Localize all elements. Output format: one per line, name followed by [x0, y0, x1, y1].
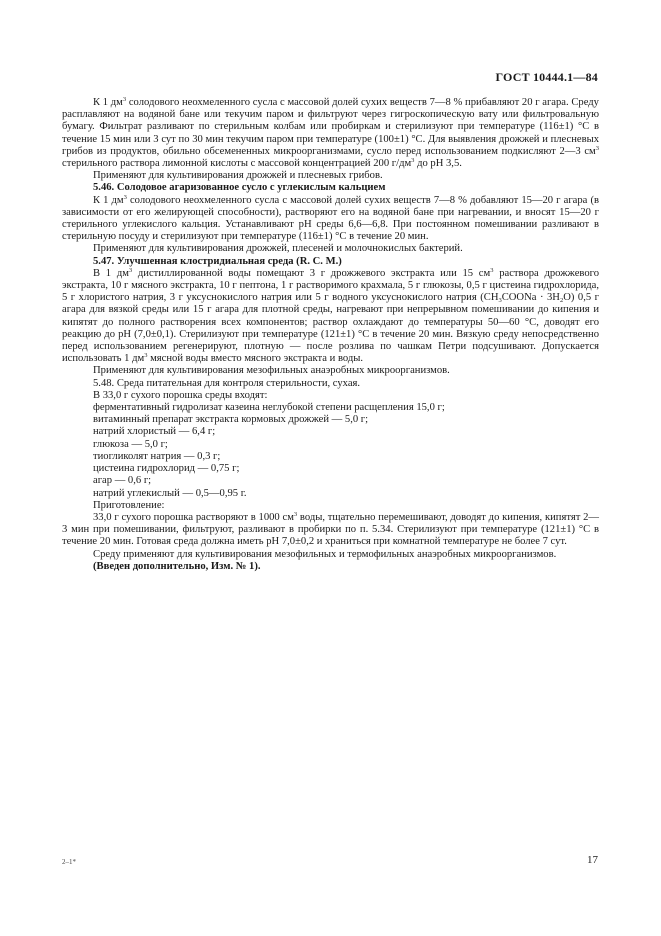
- list-item: натрий хлористый — 6,4 г;: [93, 426, 216, 438]
- paragraph-preparation-label: Приготовление:: [93, 499, 165, 511]
- paragraph-malt-wort-agar: К 1 $дм^3$ солодового неохмеленного сусла с массовой долей сухих веществ 7—8 % прибавляют 20 г агара. Среду расплавляют на водяной бане или текучим паром и фильтруют через гигроскопическую вату или фильтровальную бумагу. Фильтрат разливают по стерильным колбам или пробиркам и стерилизуют при температуре (116±1) °С в течение 15 мин или 3 сут по 30 мин текучим паром при температуре (100±1) °С. Для выявления дрожжей и плесневых грибов из продуктов, обильно обсемененных микроорганизмами, сусло перед использованием подкисляют 2—3 $см^3$ стерильного раствора лимонной кислоты с массовой концентрацией 200 $г/дм^3$ до рН 3,5.: [62, 96, 599, 170]
- paragraph-clostridial-medium: В 1 $дм^3$ дистиллированной воды помещают 3 г дрожжевого экстракта или 15 $см^3$ раствора дрожжевого экстракта, 10 г мясного экстракта, 10 г пептона, 1 г растворимого крахмала, 5 г глюкозы, 0,5 г цистеина гидрохлорида, 5 г хлористого натрия, 3 г уксуснокислого натрия или 5 г водного уксуснокислого натрия $(CH_3COONa \cdot 3H_2O)$ 0,5 г агара для вязкой среды или 15 г агара для плотной среды, нагревают при непрерывном помешивании до кипения и кипятят до полного растворения всех компонентов; раствор охлаждают до температуры 50—60 °С, доводят его реакцию до рН (7,0±0,1). Стерилизуют при температуре (121±1) °С в течение 20 мин. Вязкую среду непосредственно перед использованием регенерируют, плотную — после розлива по чашкам Петри подсушивают. Допускается использовать 1 $дм^3$ мясной воды вместо мясного экстракта и воды.: [62, 266, 600, 365]
- footer-sheet-mark: 2–1*: [62, 858, 76, 866]
- paragraph-preparation-steps: 33,0 г сухого порошка растворяют в 1000 $см^3$ воды, тщательно перемешивают, доводят до кипения, кипятят 2—3 мин при помешивании, фильтруют, разливают в пробирки по п. 5.34. Стерилизуют при температуре (121±1) °С в течение 20 мин. Готовая среда должна иметь рН 7,0±0,2 и храниться при комнатной температуре не более 7 сут.: [62, 510, 599, 548]
- paragraph-application-2: Применяют для культивирования дрожжей, плесеней и молочнокислых бактерий.: [93, 243, 463, 255]
- list-item: глюкоза — 5,0 г;: [93, 438, 168, 450]
- list-item: витаминный препарат экстракта кормовых дрожжей — 5,0 г;: [93, 414, 369, 426]
- list-item: агар — 0,6 г;: [93, 475, 152, 487]
- paragraph-application-1: Применяют для культивирования дрожжей и плесневых грибов.: [93, 170, 383, 182]
- list-item: ферментативный гидролизат казеина неглубокой степени расщепления 15,0 г;: [93, 402, 445, 414]
- section-heading-5-48: 5.48. Среда питательная для контроля стерильности, сухая.: [93, 377, 361, 389]
- section-heading-5-46: 5.46. Солодовое агаризованное сусло с углекислым кальцием: [93, 182, 386, 194]
- section-heading-5-47: 5.47. Улучшенная клостридиальная среда (R. С. М.): [93, 255, 342, 267]
- document-body: [62, 97, 599, 573]
- list-item: натрий углекислый — 0,5—0,95 г.: [93, 487, 247, 499]
- page-number: 17: [587, 854, 598, 866]
- paragraph-application-4: Среду применяют для культивирования мезофильных и термофильных анаэробных микроорганизмов.: [93, 548, 557, 560]
- list-item: тиогликолят натрия — 0,3 г;: [93, 450, 221, 462]
- document-header: ГОСТ 10444.1—84: [495, 70, 598, 84]
- amendment-note: (Введен дополнительно, Изм. № 1).: [93, 560, 261, 572]
- paragraph-application-3: Применяют для культивирования мезофильных анаэробных микроорганизмов.: [93, 365, 450, 377]
- paragraph-calcium-carbonate-agar: К 1 $дм^3$ солодового неохмеленного сусла с массовой долей сухих веществ 7—8 % добавляют 15—20 г агара (в зависимости от его желирующей способности), растворяют его на водяной бане при нагревании, и вносят 15—20 г стерильного углекислого кальция. Устанавливают рН среды 6,6—6,8. При постоянном помешивании разливают в стерильную посуду и стерилизуют при температуре (116±1) °С в течение 20 мин.: [62, 193, 599, 243]
- paragraph-composition-intro: В 33,0 г сухого порошка среды входят:: [93, 389, 268, 401]
- list-item: цистеина гидрохлорид — 0,75 г;: [93, 463, 240, 475]
